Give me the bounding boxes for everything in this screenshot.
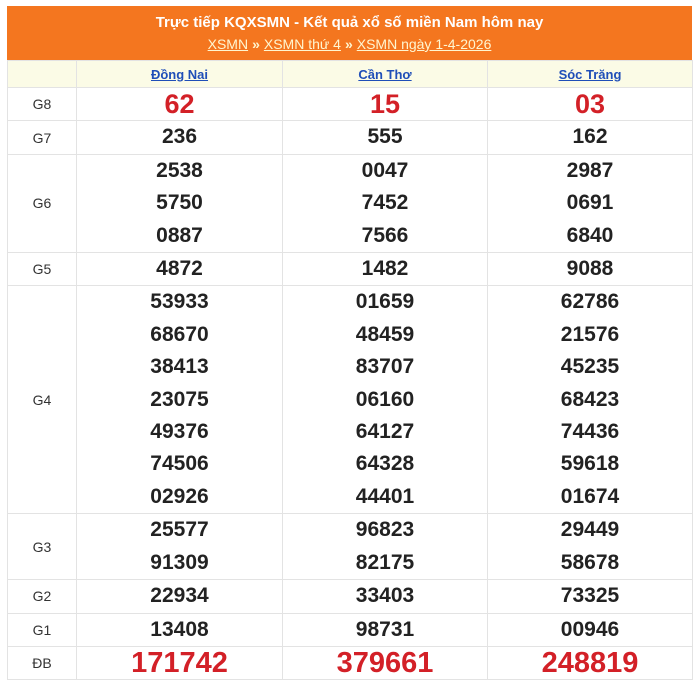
results-title: Trực tiếp KQXSMN - Kết quả xổ số miền Nam hôm nay (155, 14, 544, 31)
result-number: 0691 (566, 191, 614, 215)
result-number: 13408 (150, 617, 209, 641)
result-number: 5750 (156, 191, 203, 215)
result-number: 248819 (541, 646, 639, 679)
result-cell-soc-trang (488, 514, 693, 580)
result-cell-soc-trang (488, 154, 693, 252)
province-header-dong-nai (77, 61, 283, 88)
result-cell-dong-nai (77, 613, 283, 646)
province-link-can-tho[interactable]: Cần Thơ (358, 66, 412, 82)
result-number: 64328 (355, 452, 415, 476)
prize-row-g5 (8, 253, 693, 286)
breadcrumb-separator: » (344, 36, 353, 52)
prize-label: G7 (8, 121, 77, 154)
result-number: 0887 (156, 223, 203, 247)
prize-row-g6 (8, 154, 693, 252)
result-cell-can-tho (283, 253, 488, 286)
result-cell-soc-trang (488, 580, 693, 613)
result-number: 0047 (361, 158, 409, 182)
result-number: 7452 (361, 191, 409, 215)
province-header-soc-trang (488, 61, 693, 88)
result-number: 6840 (566, 223, 614, 247)
breadcrumb-link-xsmn[interactable]: XSMN (207, 36, 249, 52)
prize-label: G2 (8, 580, 77, 613)
result-number: 555 (367, 125, 403, 149)
result-number: 1482 (361, 257, 409, 281)
result-number: 64127 (355, 420, 415, 444)
prize-column-header (8, 61, 77, 88)
result-number: 06160 (355, 387, 415, 411)
result-cell-soc-trang (488, 88, 693, 121)
result-number: 29449 (560, 518, 620, 542)
prize-row-g3 (8, 514, 693, 580)
prize-row-g4 (8, 286, 693, 514)
result-number: 98731 (355, 617, 415, 641)
breadcrumb (7, 34, 692, 54)
result-cell-dong-nai (77, 253, 283, 286)
prize-label: G3 (8, 514, 77, 580)
result-number: 74506 (150, 452, 209, 476)
prize-label: ĐB (8, 646, 77, 679)
result-number: 23075 (150, 387, 209, 411)
result-number: 171742 (131, 646, 228, 679)
result-number: 53933 (150, 290, 209, 314)
result-cell-soc-trang (488, 253, 693, 286)
result-cell-can-tho (283, 613, 488, 646)
prize-row-g7 (8, 121, 693, 154)
province-header-can-tho (283, 61, 488, 88)
province-header-row (8, 61, 693, 88)
result-cell-can-tho (283, 646, 488, 679)
prize-label: G1 (8, 613, 77, 646)
result-cell-dong-nai (77, 88, 283, 121)
result-number: 82175 (355, 550, 415, 574)
result-cell-dong-nai (77, 286, 283, 514)
result-number: 4872 (156, 257, 203, 281)
result-cell-dong-nai (77, 646, 283, 679)
prize-row-g8 (8, 88, 693, 121)
result-number: 38413 (150, 355, 209, 379)
result-cell-soc-trang (488, 613, 693, 646)
result-cell-dong-nai (77, 580, 283, 613)
result-number: 236 (161, 125, 198, 149)
result-number: 00946 (560, 617, 620, 641)
prize-label: G5 (8, 253, 77, 286)
result-number: 02926 (150, 484, 209, 508)
result-number: 68423 (560, 387, 620, 411)
result-cell-dong-nai (77, 514, 283, 580)
prize-label: G6 (8, 154, 77, 252)
prize-label: G8 (8, 88, 77, 121)
result-number: 9088 (566, 257, 614, 281)
result-number: 2538 (156, 158, 203, 182)
result-number: 49376 (150, 420, 209, 444)
result-number: 96823 (355, 518, 415, 542)
result-number: 45235 (560, 355, 620, 379)
result-cell-can-tho (283, 154, 488, 252)
province-link-dong-nai[interactable]: Đồng Nai (150, 66, 209, 82)
result-number: 162 (572, 125, 608, 149)
result-number: 44401 (355, 484, 415, 508)
prize-row-db (8, 646, 693, 679)
result-cell-soc-trang (488, 121, 693, 154)
result-cell-soc-trang (488, 646, 693, 679)
results-header (7, 6, 692, 60)
result-number: 01659 (355, 290, 415, 314)
breadcrumb-separator: » (252, 36, 260, 52)
result-number: 59618 (560, 452, 620, 476)
result-number: 73325 (560, 584, 620, 608)
lottery-results-widget (7, 6, 692, 680)
result-cell-can-tho (283, 88, 488, 121)
prize-row-g1 (8, 613, 693, 646)
result-number: 22934 (150, 584, 209, 608)
breadcrumb-link-xsmn-thu-4[interactable]: XSMN thứ 4 (263, 36, 341, 52)
breadcrumb-link-xsmn-date[interactable]: XSMN ngày 1-4-2026 (356, 36, 492, 52)
result-number: 62 (164, 89, 195, 119)
result-cell-can-tho (283, 514, 488, 580)
result-number: 7566 (361, 223, 409, 247)
result-cell-can-tho (283, 121, 488, 154)
result-cell-dong-nai (77, 154, 283, 252)
result-cell-soc-trang (488, 286, 693, 514)
results-table (7, 60, 693, 680)
results-body (8, 88, 693, 680)
prize-label: G4 (8, 286, 77, 514)
result-number: 379661 (336, 646, 434, 679)
prize-row-g2 (8, 580, 693, 613)
result-number: 68670 (150, 322, 209, 346)
result-cell-can-tho (283, 286, 488, 514)
result-number: 25577 (150, 518, 209, 542)
result-number: 33403 (355, 584, 415, 608)
province-link-soc-trang[interactable]: Sóc Trăng (558, 66, 622, 82)
result-cell-dong-nai (77, 121, 283, 154)
result-number: 01674 (560, 484, 620, 508)
result-number: 83707 (355, 355, 415, 379)
result-number: 58678 (560, 550, 620, 574)
result-number: 21576 (560, 322, 620, 346)
result-number: 15 (369, 89, 401, 119)
result-cell-can-tho (283, 580, 488, 613)
result-number: 03 (574, 89, 606, 119)
result-number: 91309 (150, 550, 209, 574)
result-number: 62786 (560, 290, 620, 314)
result-number: 74436 (560, 420, 620, 444)
result-number: 2987 (566, 158, 614, 182)
result-number: 48459 (355, 322, 415, 346)
